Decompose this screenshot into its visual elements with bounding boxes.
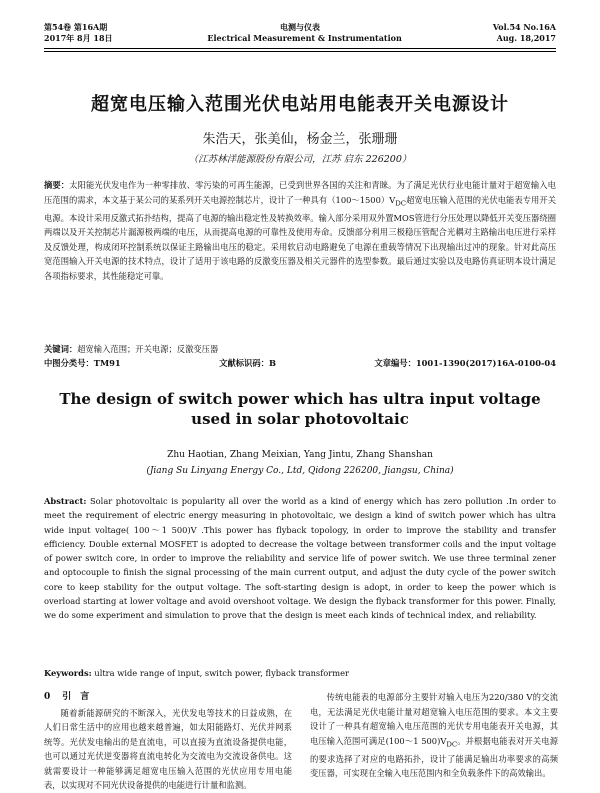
- header-rule-thick: [44, 48, 556, 49]
- journal-name-cn: 电测与仪表: [280, 22, 321, 32]
- section-number: 0: [44, 692, 51, 702]
- abstract-cn-text: 太阳能光伏发电作为一种零排放、零污染的可再生能源，已受到世界各国的关注和青睐。为了满足光伏行业电能计量对于超宽输入电压范围的需求，本文基于某公司的某系列开关电源控制芯片，设计了一种具有$(100\sim 1500)V_{DC}$超宽电压输入范围的光伏电能表专用开关电源。本设计采用反激式拓扑结构，提高了电源的输出稳定性及转换效率。输入部分采用双外置MOS管进行分压处理以降低开关变压器绕圈两端以及开关控制芯片漏源极两端的电压，从而提高电源的可靠性及使用寿命。反馈部分利用三极稳压管配合光耦对主路输出电压进行采样及反馈处理，构成闭环控制系统以保证主路输出电压的稳定。采用软启动电路避免了电源在重载等情况下出现输出过冲的现象。针对此高压宽范围输入开关电源的技术特点，设计了适用于该电路的反激变压器及相关元器件的选型参数。最后通过实验以及电路仿真证明本设计满足各项指标要求，其性能稳定可靠。: [44, 180, 556, 281]
- keywords-en-label: Keywords:: [44, 668, 92, 678]
- journal-name-en: Electrical Measurement & Instrumentation: [207, 33, 402, 43]
- body-paragraph-left: 随着新能源研究的不断深入，光伏发电等技术的日益成熟，在人们日常生活中的应用也越来越普遍，如太阳能路灯、光伏并网系统等。光伏发电输出的是直流电，可以直接为直流设备提供电能，也可以通过光伏逆变器将直流电转化为交流电为交流设备供电。这就需要设计一种能够满足超宽电压输入范围的光伏应用专用电能表，以实现对不同光伏设备提供的电能进行计量和监测。: [44, 707, 292, 790]
- keywords-cn-text: 超宽输入范围；开关电源；反激变压器: [77, 344, 219, 354]
- journal-header: [44, 22, 556, 56]
- publish-date: 2017年 8月 18日: [44, 33, 113, 43]
- body-column-right: [310, 690, 558, 779]
- body-paragraph-right: 传统电能表的电源部分主要针对输入电压为220/380 V的交流电，无法满足光伏电能计量对超宽输入电压范围的要求。本文主要设计了一种具有超宽输入电压范围的光伏专用电能表开关电源，其电压输入范围可满足(100～1 $500)V_{DC}$。并根据电能表对开关电源的要求选择了对应的电路拓扑，设计了能满足输出功率要求的高频变压器，可实现在全输入电压范围内和全负载条件下的高效输出。: [310, 692, 558, 779]
- clc-number: 中图分类号：TM91: [44, 358, 121, 368]
- doc-code: 文献标识码：B: [219, 358, 276, 368]
- abstract-cn-label: 摘要：: [44, 180, 70, 190]
- classification-row: [44, 357, 556, 369]
- affiliation-en: (Jiang Su Linyang Energy Co., Ltd, Qidong 226200, Jiangsu, China): [146, 466, 454, 476]
- volume-issue-en: Vol.54 No.16A: [492, 22, 556, 32]
- section-heading: [44, 690, 292, 705]
- publish-date-en: Aug. 18,2017: [496, 33, 556, 43]
- abstract-en-text: Solar photovoltaic is popularity all over the world as a kind of energy which has zero pollution .In order to meet the requirement of electric energy measuring in photovoltaic, we design a kind of switch power which has ultra wide input voltage( 100～1 500)V .This power has flyback topology, in order to improve the stability and transfer efficiency. Double external MOSFET is adopted to decrease the voltage between transformer coils and the input voltage of power switch core, in order to improve the reliability and service life of power switch. We use three terminal zener and optocouple to finish the signal processing of the main current output, and adjust the duty cycle of the power switch core to keep stability for the output voltage. The soft-starting design is adopt, in order to keep the power which is overload starting at lower voltage and avoid overshoot voltage. We design the flyback transformer for this power. Finally, we do some experiment and simulation to prove that the design is meet each kinds of technical index, and reliability.: [44, 496, 556, 621]
- keywords-en: [44, 668, 556, 678]
- keywords-en-text: ultra wide range of input, switch power, flyback transformer: [91, 668, 349, 678]
- abstract-en: [44, 494, 556, 623]
- article-number: 文章编号：1001-1390(2017)16A-0100-04: [374, 358, 556, 368]
- header-rule-thin: [44, 51, 556, 52]
- paper-title-cn: 超宽电压输入范围光伏电站用电能表开关电源设计: [91, 94, 509, 115]
- authors-en: Zhu Haotian, Zhang Meixian, Yang Jintu, Zhang Shanshan: [167, 450, 433, 460]
- keywords-cn: [44, 342, 556, 356]
- affiliation-cn: （江苏林洋能源股份有限公司，江苏 启东 226200）: [188, 154, 412, 165]
- abstract-en-label: Abstract:: [44, 496, 87, 506]
- authors-cn: 朱浩天，张美仙，杨金兰，张珊珊: [202, 132, 398, 147]
- section-title: 引 言: [62, 692, 90, 702]
- volume-issue: 第54卷 第16A期: [44, 22, 108, 32]
- abstract-cn: [44, 178, 556, 283]
- keywords-cn-label: 关键词：: [44, 344, 78, 354]
- paper-title-en: The design of switch power which has ultra input voltage used in solar photovoltaic: [59, 390, 541, 428]
- body-column-left: [44, 690, 292, 790]
